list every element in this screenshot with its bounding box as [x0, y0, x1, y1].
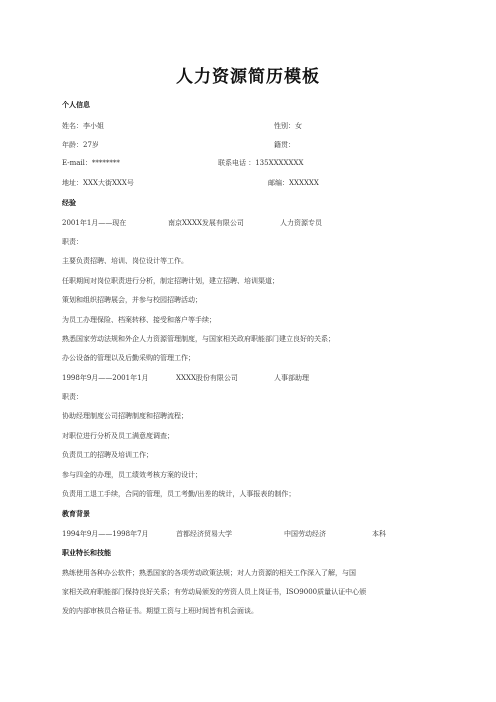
age-field: 年龄：27岁: [62, 141, 99, 149]
job2-position: 人事部助理: [274, 374, 309, 382]
job1-position: 人力资源专员: [280, 219, 322, 227]
job2-duties-label: 职责：: [62, 393, 83, 401]
skills-line: 家相关政府职能部门保持良好关系；有劳动局颁发的劳资人员上岗证书，ISO9000质量认证中心颁: [62, 588, 367, 596]
section-heading-skills: 职业特长和技能: [62, 548, 111, 557]
postcode-field: 邮编：XXXXXX: [268, 179, 319, 187]
origin-field: 籍贯：: [274, 141, 295, 149]
job1-duty: 熟悉国家劳动法规和外企人力资源管理制度，与国家相关政府职能部门建立良好的关系；: [62, 335, 335, 343]
job1-duty: 策划和组织招聘展会，并参与校园招聘活动；: [62, 296, 202, 304]
section-heading-education: 教育背景: [62, 509, 90, 518]
job2-period: 1998年9月——2001年1月: [62, 374, 149, 382]
section-heading-experience: 经验: [62, 198, 76, 207]
job1-period: 2001年1月——现在: [62, 219, 127, 227]
education-period: 1994年9月——1998年7月: [62, 530, 149, 538]
job1-company: 南京XXXX发展有限公司: [168, 219, 244, 227]
phone-field: 联系电话 ：135XXXXXXX: [218, 159, 304, 167]
document-title: 人力资源简历模板: [176, 67, 320, 87]
job2-duty: 负责员工的招聘及培训工作；: [62, 451, 153, 459]
job2-duty: 负责用工退工手续，合同的管理，员工考勤/出差的统计，人事报表的制作；: [62, 490, 296, 498]
job2-company: XXXX股份有限公司: [176, 374, 238, 382]
skills-line: 发的内部审核员合格证书。期望工资与上班时间皆有机会面谈。: [62, 607, 258, 615]
job2-duty: 协助经理制度公司招聘制度和招聘流程；: [62, 412, 188, 420]
address-field: 地址：XXX大街XXX号: [62, 179, 134, 187]
section-heading-personal: 个人信息: [62, 100, 90, 109]
job1-duty: 为员工办理保险、档案转移、接受和落户等手续；: [62, 316, 216, 324]
job1-duty: 主要负责招聘、培训、岗位设计等工作。: [62, 257, 188, 265]
name-field: 姓名：李小姐: [62, 122, 104, 130]
email-field: E-mail：********: [62, 159, 120, 167]
job1-duties-label: 职责：: [62, 238, 83, 246]
job1-duty: 办公设备的管理以及后勤采购的管理工作；: [62, 354, 195, 362]
skills-line: 熟练使用各种办公软件；熟悉国家的各项劳动政策法规；对人力资源的相关工作深入了解，与国: [62, 569, 356, 577]
education-degree: 本科: [372, 530, 386, 538]
education-major: 中国劳动经济: [284, 530, 326, 538]
job1-duty: 任职期间对岗位职责进行分析，制定招聘计划，建立招聘、培训渠道；: [62, 277, 279, 285]
job2-duty: 参与四金的办理，员工绩效考核方案的设计；: [62, 471, 202, 479]
job2-duty: 对职位进行分析及员工满意度调查；: [62, 432, 174, 440]
gender-field: 性别：女: [274, 122, 302, 130]
education-school: 首都经济贸易大学: [176, 530, 232, 538]
